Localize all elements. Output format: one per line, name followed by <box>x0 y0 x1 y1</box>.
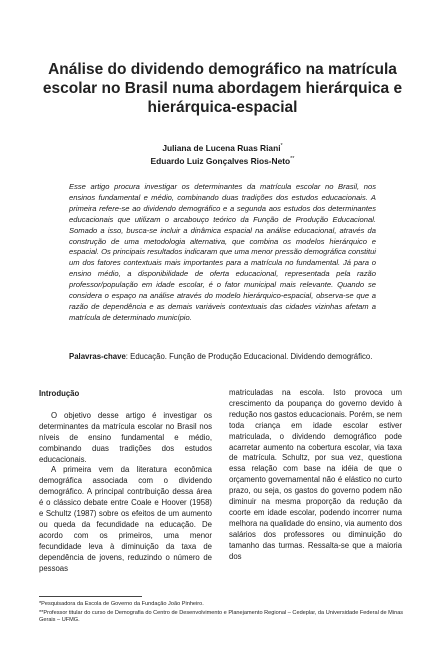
author-name: Eduardo Luiz Gonçalves Rios-Neto <box>150 156 291 167</box>
right-column <box>229 388 402 563</box>
paragraph: O objetivo desse artigo é investigar os determinantes da matrícula escolar no Brasil nos níveis de ensino fundamental e médio, combinando duas tradições dos estudos educacionais. <box>39 410 212 464</box>
keywords-label: Palavras-chave <box>69 352 126 361</box>
footnotes <box>39 601 415 626</box>
footnote-divider <box>39 596 142 597</box>
footnote: *Pesquisadora da Escola de Governo da Fundação João Pinheiro. <box>39 601 204 607</box>
author-2 <box>0 154 445 167</box>
paragraph: A primeira vem da literatura econômica demográfica associada com o dividendo demográfico. A principal contribuição dessa área é o clássico debate entre Coale e Hoover (1958) e Schultz (1987) sobre os efeitos de um aumento ou queda da fecundidade na educação. De acordo com os primeiros, uma menor fecundidade leva à diminuição da taxa de dependência de jovens, reduzindo o número de pessoas <box>39 465 212 573</box>
footnote: **Professor titular do curso de Demografia do Centro de Desenvolvimento e Planejamento Regional – Cedeplar, da Universidade Federal de Minas Gerais – UFMG. <box>39 609 404 624</box>
author-name: Juliana de Lucena Ruas Riani <box>162 142 281 153</box>
abstract: Esse artigo procura investigar os determinantes da matrícula escolar no Brasil, nos ensinos fundamental e médio, combinando duas tradições dos estudos educacionais. A primeira refere-se ao dividendo demográfico e a segunda aos estudos dos determinantes educacionais que utilizam o arcabouço teórico da Função de Produção Educacional. Somado a isso, busca-se incluir a dinâmica espacial na análise educacional, através da construção de uma metodologia alternativa, que combina os modelos hierárquico e espacial. Os principais resultados indicaram que uma menor pressão demográfica constitui um dos fatores contextuais mais importantes para a matrícula no fundamental. Já para o ensino médio, a disponibilidade de oferta educacional, representada pela razão professor/população em idade escolar, é o fator municipal mais relevante. Quando se considera o espaço na análise através do modelo hierárquico-espacial, observa-se que a razão de dependência e as demais variáveis contextuais das cidades vizinhas afetam a matrícula de determinado município. <box>69 182 376 322</box>
authors-block <box>0 141 445 168</box>
keywords <box>69 352 376 363</box>
paragraph: matriculadas na escola. Isto provoca um crescimento da poupança do governo devido à redução nos gastos educacionais. Porém, se nem toda criança em idade escolar estiver matriculada, o dividendo demográfico pode acarretar aumento na cobertura escolar, via taxa de matrícula. Schultz, por sua vez, questiona essa relação com base na idéia de que o orçamento governamental não é elástico no curto prazo, ou seja, os gastos do governo podem não diminuir na mesma proporção da redução da coorte em idade escolar, podendo incorrer numa melhora na qualidade do ensino, via aumento dos salários dos professores ou diminuição do tamanho das turmas. Ressalta-se que a maioria dos <box>229 388 402 561</box>
section-heading: Introdução <box>39 389 80 398</box>
author-1 <box>0 141 445 154</box>
author-footnote-mark: ** <box>290 156 295 163</box>
article-title: Análise do dividendo demográfico na matrícula escolar no Brasil numa abordagem hierárquica e hierárquica-espacial <box>42 61 403 116</box>
author-footnote-mark: * <box>280 143 283 149</box>
keywords-text: : Educação. Função de Produção Educacional. Dividendo demográfico. <box>125 352 373 361</box>
left-column <box>39 389 212 575</box>
